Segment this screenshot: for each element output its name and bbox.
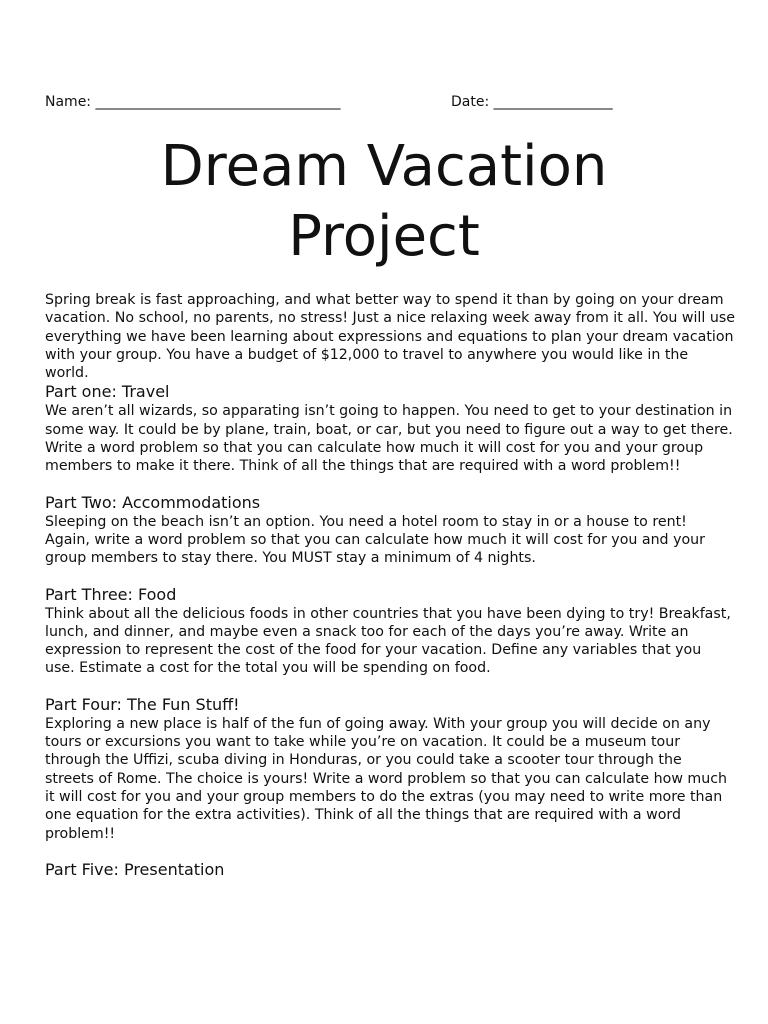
content	[45, 291, 735, 897]
section-body: Exploring a new place is half of the fun of going away. With your group you will decide on any tours or excursions you want to take while you’re on vacation. It could be a museum tour through the Uffizi, scuba diving in Honduras, or you could take a scooter tour through the streets of Rome. The choice is yours! Write a word problem so that you can calculate how much it will cost for you and your group members to do the extras (you may need to write more than one equation for the extra activities). Think of all the things that are required with a word problem!!	[45, 715, 728, 842]
page-title	[45, 132, 723, 272]
section-heading: Part Five: Presentation	[45, 859, 225, 879]
section-food	[45, 585, 735, 678]
section-presentation	[45, 860, 735, 880]
title-line-2: Project	[288, 204, 480, 269]
name-field: Name: ___________________________________	[45, 94, 341, 110]
date-field: Date: _________________	[451, 94, 613, 110]
section-fun-stuff	[45, 695, 735, 843]
section-travel	[45, 382, 735, 475]
section-heading: Part Four: The Fun Stuff!	[45, 694, 240, 714]
section-accommodations	[45, 493, 735, 568]
section-body: Think about all the delicious foods in other countries that you have been dying to try! Breakfast, lunch, and dinner, and maybe even a snack too for each of the days you’re away. Write an expression to represent the cost of the food for your vacation. Define any variables that you use. Estimate a cost for the total you will be spending on food.	[45, 605, 731, 677]
section-heading: Part one: Travel	[45, 382, 170, 402]
section-heading: Part Three: Food	[45, 584, 177, 604]
title-line-1: Dream Vacation	[160, 134, 608, 199]
intro-paragraph: Spring break is fast approaching, and what better way to spend it than by going on your dream vacation. No school, no parents, no stress! Just a nice relaxing week away from it all. You will use everything we have been learning about expressions and equations to plan your dream vacation with your group. You have a budget of $12,000 to travel to anywhere you would like in the world.	[45, 292, 735, 382]
section-heading: Part Two: Accommodations	[45, 492, 261, 512]
section-body: We aren’t all wizards, so apparating isn’t going to happen. You need to get to your destination in some way. It could be by plane, train, boat, or car, but you need to figure out a way to get there. Write a word problem so that you can calculate how much it will cost for you and your group members to make it there. Think of all the things that are required with a word problem!!	[45, 403, 733, 475]
section-body: Sleeping on the beach isn’t an option. You need a hotel room to stay in or a house to rent! Again, write a word problem so that you can calculate how much it will cost for you and your group members to stay there. You MUST stay a minimum of 4 nights.	[45, 513, 705, 567]
